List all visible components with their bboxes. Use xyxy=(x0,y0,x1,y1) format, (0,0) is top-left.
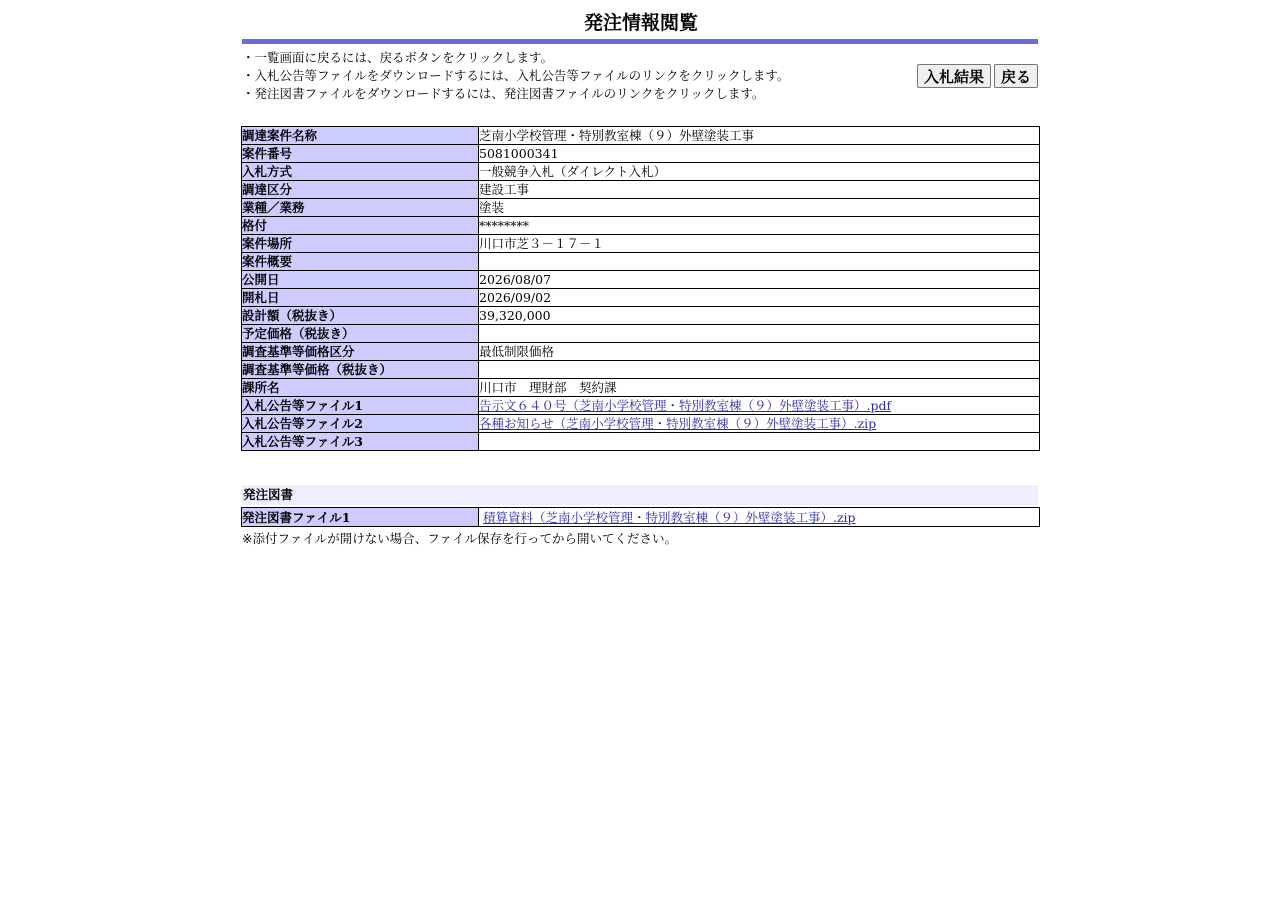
row-value: 2026/09/02 xyxy=(479,289,1040,307)
instruction-item: ・一覧画面に戻るには、戻るボタンをクリックします。 xyxy=(242,50,554,65)
row-label: 案件概要 xyxy=(242,253,479,271)
row-label: 公開日 xyxy=(242,271,479,289)
table-row xyxy=(242,415,1040,433)
row-value xyxy=(479,415,1040,433)
row-value: 最低制限価格 xyxy=(479,343,1040,361)
table-row xyxy=(242,433,1040,451)
attachment-note: ※添付ファイルが開けない場合、ファイル保存を行ってから開いてください。 xyxy=(242,531,677,546)
row-label: 予定価格（税抜き） xyxy=(242,325,479,343)
drawings-table xyxy=(241,507,1040,527)
row-value xyxy=(479,361,1040,379)
row-value: 39,320,000 xyxy=(479,307,1040,325)
table-row xyxy=(242,217,1040,235)
bid-result-button[interactable]: 入札結果 xyxy=(917,64,991,88)
action-buttons xyxy=(917,64,1038,88)
instruction-item: ・入札公告等ファイルをダウンロードするには、入札公告等ファイルのリンクをクリックします。 xyxy=(242,68,790,83)
row-label: 調査基準等価格区分 xyxy=(242,343,479,361)
row-label: 入札方式 xyxy=(242,163,479,181)
table-row xyxy=(242,127,1040,145)
row-label: 調達案件名称 xyxy=(242,127,479,145)
row-label: 業種／業務 xyxy=(242,199,479,217)
table-row xyxy=(242,508,1040,527)
notice-file-1-link[interactable]: 告示文６４０号（芝南小学校管理・特別教室棟（９）外壁塗装工事）.pdf xyxy=(479,398,892,413)
table-row xyxy=(242,307,1040,325)
notice-file-2-link[interactable]: 各種お知らせ（芝南小学校管理・特別教室棟（９）外壁塗装工事）.zip xyxy=(479,416,877,431)
row-value xyxy=(479,253,1040,271)
row-value xyxy=(479,433,1040,451)
page-title: 発注情報閲覧 xyxy=(583,12,698,34)
row-label: 入札公告等ファイル2 xyxy=(242,415,479,433)
drawing-file-1-link[interactable]: 積算資料（芝南小学校管理・特別教室棟（９）外壁塗装工事）.zip xyxy=(482,509,856,525)
row-label: 調達区分 xyxy=(242,181,479,199)
row-label: 入札公告等ファイル1 xyxy=(242,397,479,415)
row-value: 塗装 xyxy=(479,199,1040,217)
table-row xyxy=(242,271,1040,289)
row-value: 芝南小学校管理・特別教室棟（９）外壁塗装工事 xyxy=(479,127,1040,145)
table-row xyxy=(242,181,1040,199)
details-table xyxy=(241,126,1040,451)
page-container xyxy=(242,0,1040,548)
row-label: 設計額（税抜き） xyxy=(242,307,479,325)
row-label: 発注図書ファイル1 xyxy=(242,508,479,527)
table-row xyxy=(242,379,1040,397)
row-label: 案件場所 xyxy=(242,235,479,253)
row-value: 川口市芝３－１７－１ xyxy=(479,235,1040,253)
row-value: 5081000341 xyxy=(479,145,1040,163)
row-value: 建設工事 xyxy=(479,181,1040,199)
drawings-section-heading: 発注図書 xyxy=(242,485,1038,505)
table-row xyxy=(242,199,1040,217)
table-row xyxy=(242,325,1040,343)
row-value: ******** xyxy=(479,217,1040,235)
table-row xyxy=(242,343,1040,361)
back-button[interactable]: 戻る xyxy=(994,64,1038,88)
table-row xyxy=(242,361,1040,379)
table-row xyxy=(242,289,1040,307)
row-label: 入札公告等ファイル3 xyxy=(242,433,479,451)
row-label: 調査基準等価格（税抜き） xyxy=(242,361,479,379)
table-row xyxy=(242,253,1040,271)
table-row xyxy=(242,163,1040,181)
row-value xyxy=(479,325,1040,343)
table-row xyxy=(242,235,1040,253)
row-value xyxy=(479,508,1040,527)
row-label: 案件番号 xyxy=(242,145,479,163)
row-label: 課所名 xyxy=(242,379,479,397)
row-label: 格付 xyxy=(242,217,479,235)
table-row xyxy=(242,145,1040,163)
row-value: 2026/08/07 xyxy=(479,271,1040,289)
table-row xyxy=(242,397,1040,415)
row-label: 開札日 xyxy=(242,289,479,307)
instructions-area xyxy=(242,44,1040,126)
instruction-item: ・発注図書ファイルをダウンロードするには、発注図書ファイルのリンクをクリックします。 xyxy=(242,86,765,101)
row-value: 一般競争入札（ダイレクト入札） xyxy=(479,163,1040,181)
row-value: 川口市 理財部 契約課 xyxy=(479,379,1040,397)
row-value xyxy=(479,397,1040,415)
